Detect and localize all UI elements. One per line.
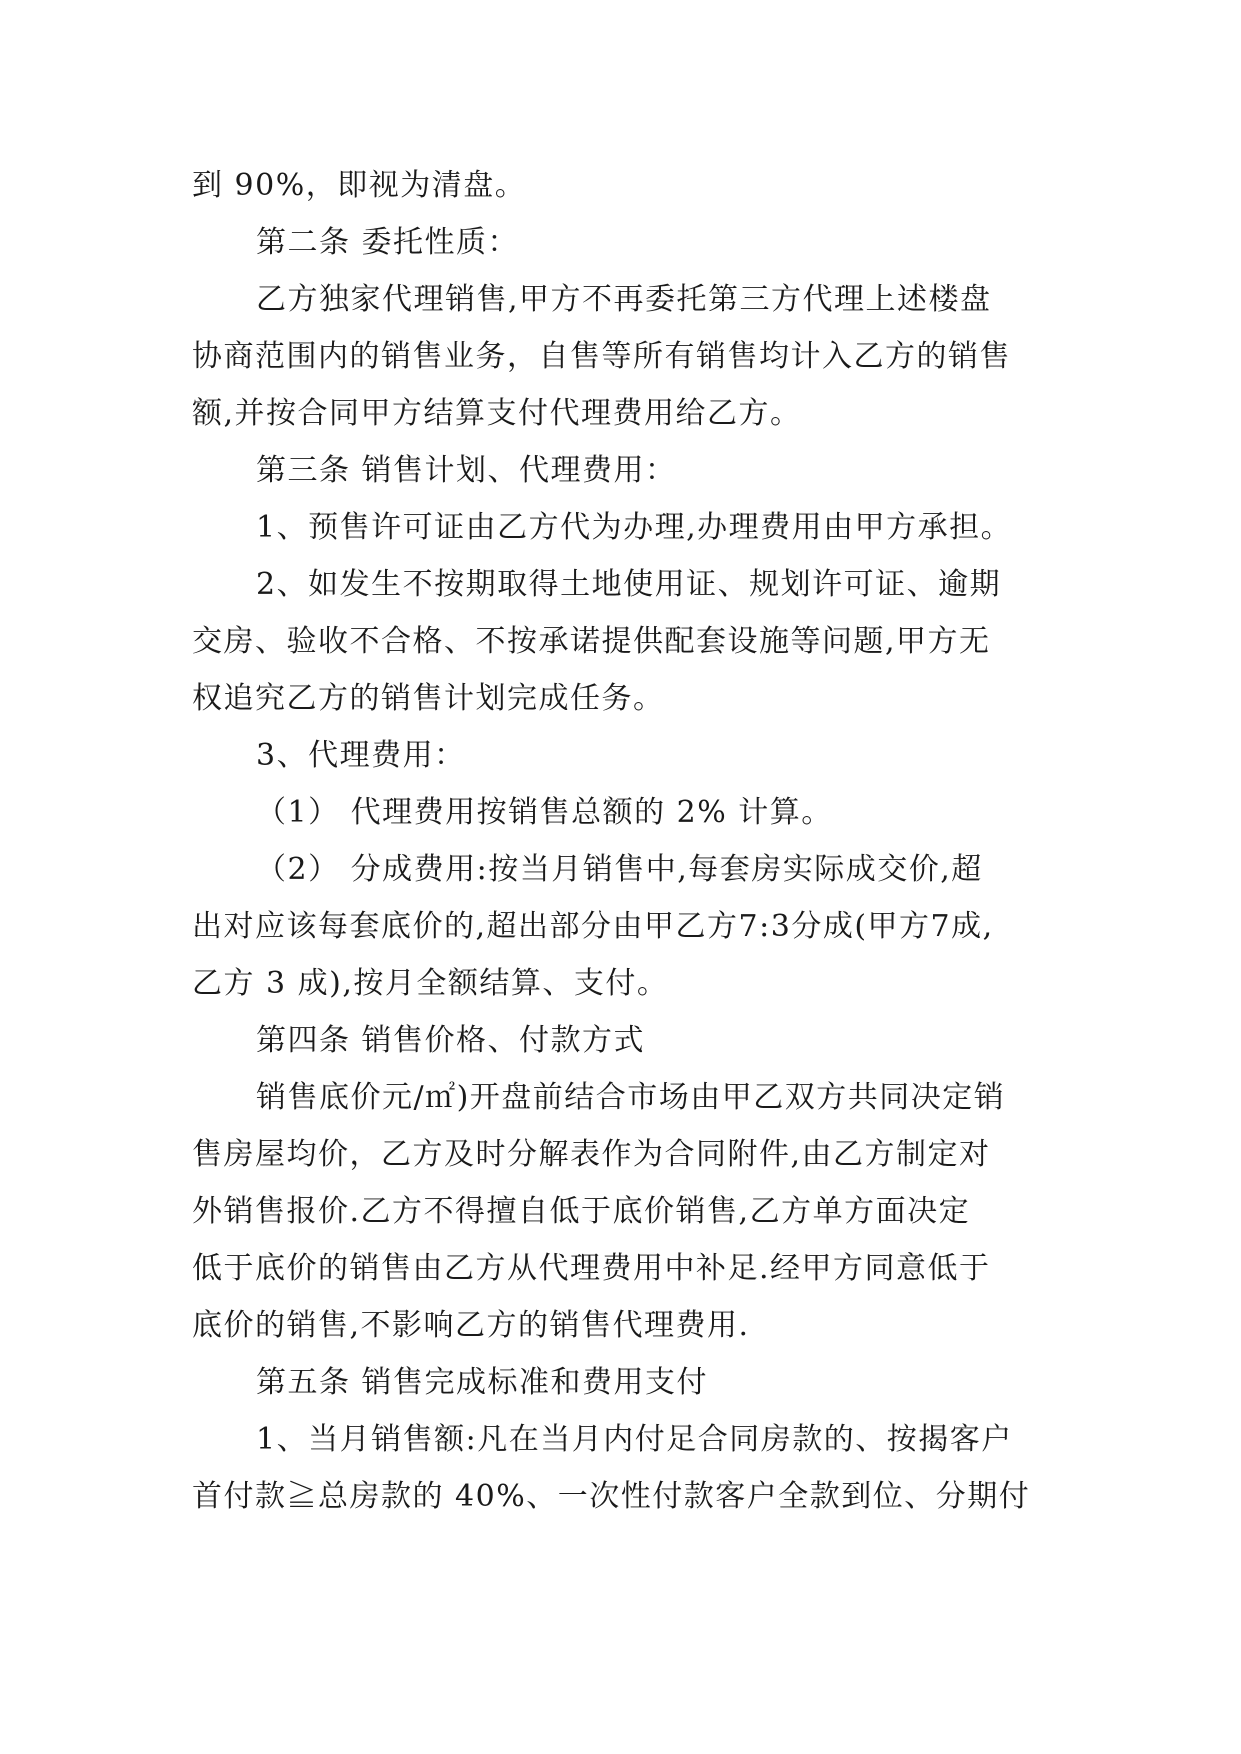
text-line: 2、如发生不按期取得土地使用证、规划许可证、逾期 xyxy=(256,567,1002,602)
text-line: 交房、验收不合格、不按承诺提供配套设施等问题,甲方无 xyxy=(192,624,991,659)
text-line: 首付款≧总房款的 40%、一次性付款客户全款到位、分期付 xyxy=(192,1479,1031,1514)
text-line: 外销售报价.乙方不得擅自低于底价销售,乙方单方面决定 xyxy=(192,1194,971,1229)
text-line: （1） 代理费用按销售总额的 2% 计算。 xyxy=(256,795,833,830)
clause-2-heading: 第二条 委托性质： xyxy=(256,225,520,260)
text-line: 3、代理费用： xyxy=(256,738,466,773)
text-line: 到 90%，即视为清盘。 xyxy=(192,168,527,203)
text-line: 权追究乙方的销售计划完成任务。 xyxy=(192,681,665,716)
text-line: 额,并按合同甲方结算支付代理费用给乙方。 xyxy=(192,396,802,431)
text-line: 售房屋均价，乙方及时分解表作为合同附件,由乙方制定对 xyxy=(192,1137,991,1172)
clause-5-heading: 第五条 销售完成标准和费用支付 xyxy=(256,1365,709,1400)
clause-4-heading: 第四条 销售价格、付款方式 xyxy=(256,1023,646,1058)
text-line: 协商范围内的销售业务，自售等所有销售均计入乙方的销售 xyxy=(192,339,1011,374)
text-line: 出对应该每套底价的,超出部分由甲乙方7:3分成(甲方7成, xyxy=(192,909,994,944)
clause-3-heading: 第三条 销售计划、代理费用： xyxy=(256,453,677,488)
text-line: 1、当月销售额:凡在当月内付足合同房款的、按揭客户 xyxy=(256,1422,1013,1457)
text-line: 1、预售许可证由乙方代为办理,办理费用由甲方承担。 xyxy=(256,510,1013,545)
text-line: 乙方独家代理销售,甲方不再委托第三方代理上述楼盘 xyxy=(256,282,992,317)
text-line: 销售底价元/㎡)开盘前结合市场由甲乙双方共同决定销 xyxy=(256,1080,1006,1115)
text-line: （2） 分成费用:按当月销售中,每套房实际成交价,超 xyxy=(256,852,983,887)
text-line: 乙方 3 成),按月全额结算、支付。 xyxy=(192,966,669,1001)
text-line: 低于底价的销售由乙方从代理费用中补足.经甲方同意低于 xyxy=(192,1251,991,1286)
text-line: 底价的销售,不影响乙方的销售代理费用. xyxy=(192,1308,750,1343)
